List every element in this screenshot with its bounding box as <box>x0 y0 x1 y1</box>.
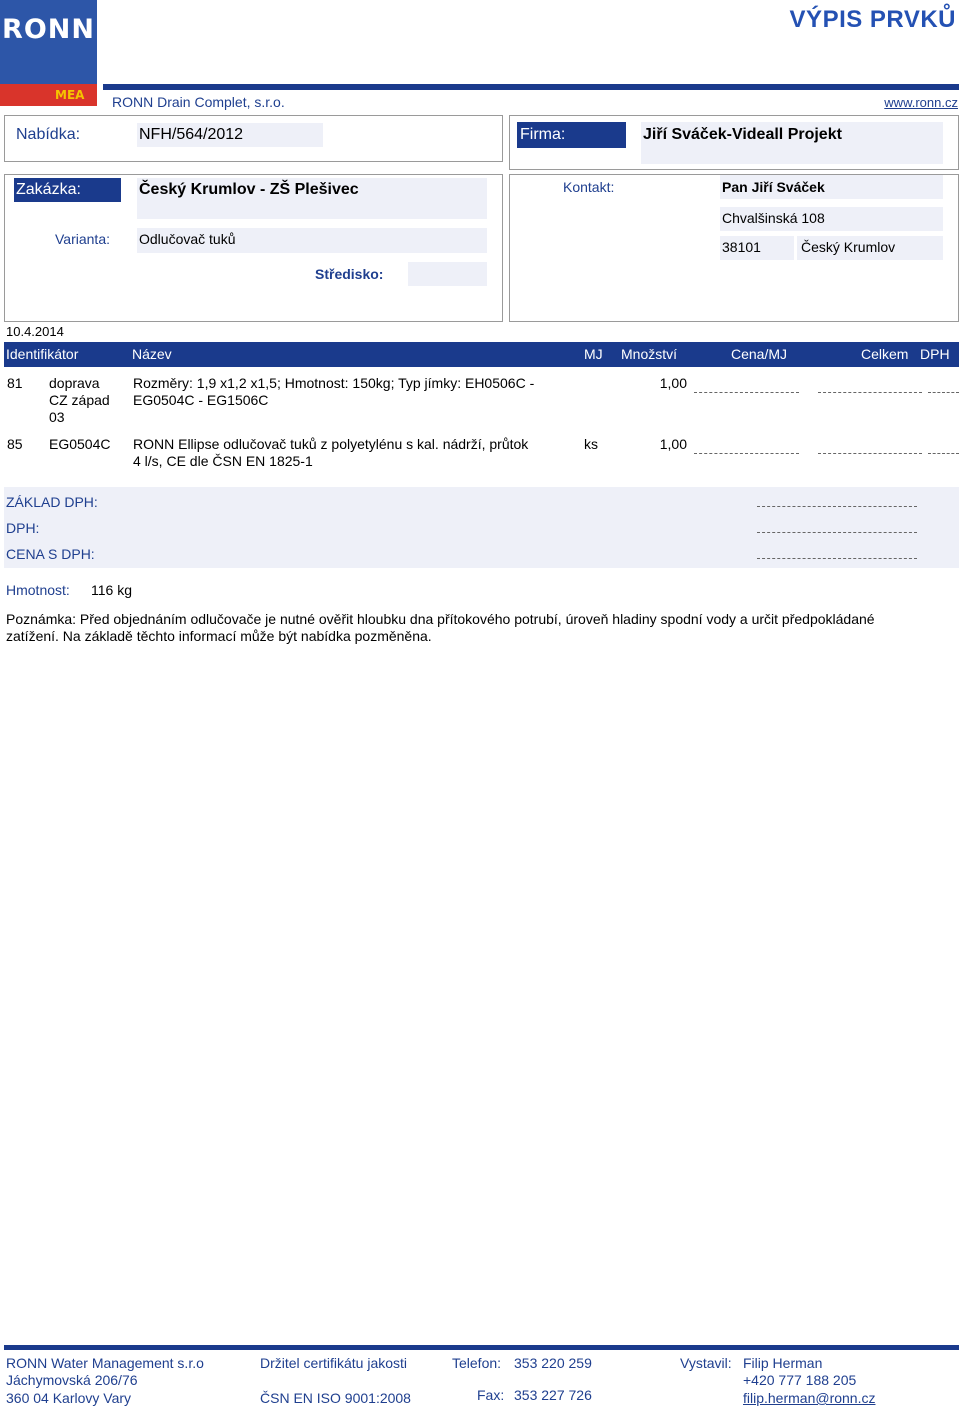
logo-text: RONN <box>2 14 95 45</box>
row-id <box>49 375 110 426</box>
kontakt-street: Chvalšinská 108 <box>722 210 825 226</box>
row-vat-dash <box>928 392 959 393</box>
totals-block <box>4 487 959 568</box>
nabidka-label: Nabídka: <box>16 126 81 143</box>
document-date: 10.4.2014 <box>6 324 64 339</box>
base-label: ZÁKLAD DPH: <box>6 494 98 510</box>
price-label: CENA S DPH: <box>6 546 95 562</box>
header-rule <box>103 84 959 90</box>
row-unit: ks <box>584 436 598 452</box>
footer-issuer-email[interactable]: filip.herman@ronn.cz <box>743 1390 876 1406</box>
footer-rule <box>4 1345 959 1350</box>
varianta-label: Varianta: <box>55 231 110 247</box>
th-price: Cena/MJ <box>731 346 788 362</box>
th-name: Název <box>132 346 172 362</box>
row-name-line: EG0504C - EG1506C <box>133 392 269 408</box>
th-id: Identifikátor <box>6 346 79 362</box>
row-name-line: Rozměry: 1,9 x1,2 x1,5; Hmotnost: 150kg; Typ jímky: EH0506C - <box>133 375 535 391</box>
th-qty: Množství <box>621 346 678 362</box>
footer-phone-label: Telefon: <box>452 1355 502 1371</box>
row-id-line: CZ západ <box>49 392 110 408</box>
th-unit: MJ <box>584 346 603 362</box>
row-id-line: doprava <box>49 375 100 391</box>
zakazka-value: Český Krumlov - ZŠ Plešivec <box>139 181 359 198</box>
footer-fax-label: Fax: <box>477 1387 505 1403</box>
row-no: 81 <box>7 375 23 391</box>
weight-value: 116 kg <box>91 582 132 598</box>
doc-title: VÝPIS PRVKŮ <box>789 6 956 33</box>
footer-issuer-name: Filip Herman <box>743 1355 823 1371</box>
footer-fax-value: 353 227 726 <box>514 1387 592 1403</box>
company-name: RONN Drain Complet, s.r.o. <box>112 94 285 110</box>
row-qty: 1,00 <box>659 436 687 452</box>
stredisko-label: Středisko: <box>315 266 384 282</box>
note-line: zatížení. Na základě těchto informací může být nabídka pozměněna. <box>6 628 432 644</box>
zakazka-label: Zakázka: <box>16 181 81 198</box>
row-qty: 1,00 <box>659 375 687 391</box>
price-dash <box>757 558 917 559</box>
weight-label: Hmotnost: <box>6 582 70 598</box>
kontakt-city: Český Krumlov <box>801 239 896 255</box>
footer-cert-label: Držitel certifikátu jakosti <box>260 1355 408 1371</box>
row-vat-dash <box>928 453 959 454</box>
vat-dash <box>757 532 917 533</box>
firma-value: Jiří Sváček-Videall Projekt <box>643 126 842 143</box>
row-no: 85 <box>7 436 23 452</box>
note-line: Poznámka: Před objednáním odlučovače je nutné ověřit hloubku dna přítokového potrubí, úroveň hladiny spodní vody a určit předpokládané <box>6 611 875 627</box>
logo-sub: MEA <box>55 88 85 102</box>
row-id: EG0504C <box>49 436 111 452</box>
footer-street: Jáchymovská 206/76 <box>6 1372 138 1388</box>
footer-issuer-label: Vystavil: <box>680 1355 732 1371</box>
company-logo <box>0 0 97 106</box>
footer-phone-value: 353 220 259 <box>514 1355 592 1371</box>
footer-company: RONN Water Management s.r.o <box>6 1355 204 1371</box>
vat-label: DPH: <box>6 520 40 536</box>
th-total: Celkem <box>861 346 909 362</box>
note <box>6 611 956 645</box>
nabidka-value: NFH/564/2012 <box>139 126 244 143</box>
row-name-line: 4 l/s, CE dle ČSN EN 1825-1 <box>133 453 313 469</box>
th-vat: DPH <box>920 346 950 362</box>
stredisko-field <box>408 262 487 286</box>
row-id-line: 03 <box>49 409 65 425</box>
website-link[interactable]: www.ronn.cz <box>884 95 958 110</box>
row-name <box>133 375 534 409</box>
footer-city: 360 04 Karlovy Vary <box>6 1390 132 1406</box>
firma-label: Firma: <box>520 126 566 143</box>
base-dash <box>757 506 917 507</box>
row-total-dash <box>818 392 922 393</box>
row-name-line: RONN Ellipse odlučovač tuků z polyetylénu s kal. nádrží, průtok <box>133 436 529 452</box>
kontakt-zip: 38101 <box>722 239 761 255</box>
table-header <box>4 342 959 367</box>
kontakt-label: Kontakt: <box>563 179 615 195</box>
varianta-value: Odlučovač tuků <box>139 231 236 247</box>
footer-issuer-phone: +420 777 188 205 <box>743 1372 857 1388</box>
row-total-dash <box>818 453 922 454</box>
row-price-dash <box>694 453 799 454</box>
row-name <box>133 436 528 470</box>
footer-cert-value: ČSN EN ISO 9001:2008 <box>260 1390 411 1406</box>
kontakt-name: Pan Jiří Sváček <box>722 179 825 195</box>
row-price-dash <box>694 392 799 393</box>
